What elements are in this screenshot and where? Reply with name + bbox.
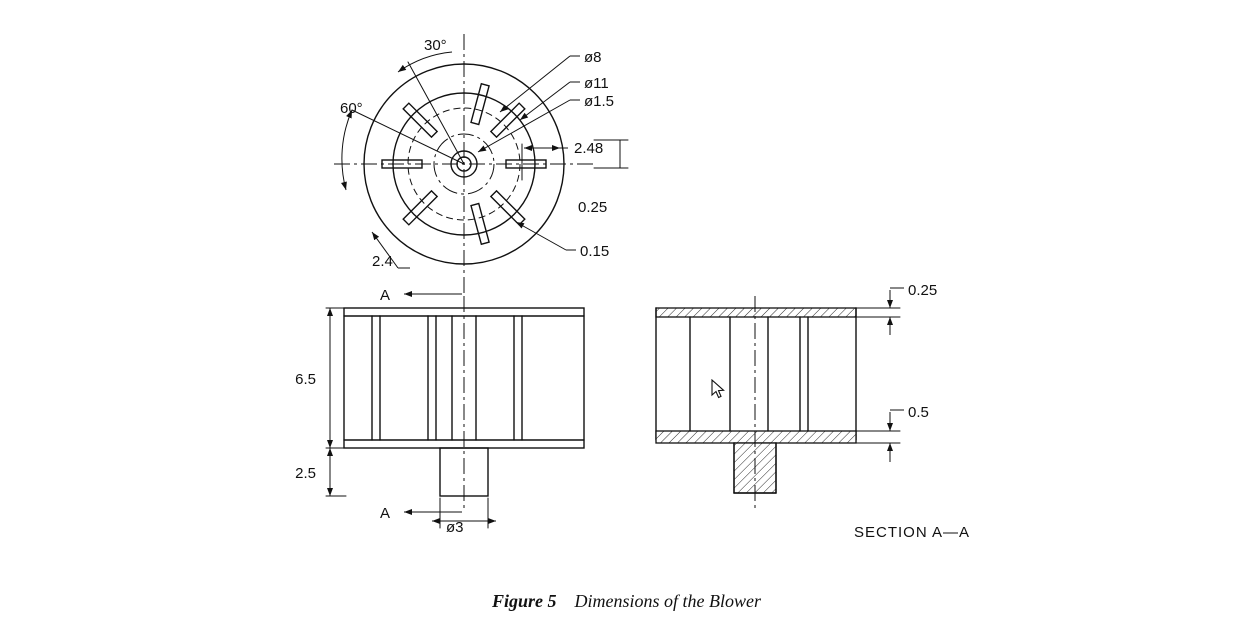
figure-caption-text: Dimensions of the Blower xyxy=(574,591,761,611)
top-view-dimension-texts xyxy=(340,37,614,270)
section-view-geometry xyxy=(656,288,904,508)
dim-dia-3: ø3 xyxy=(446,519,464,536)
figure-number: Figure 5 xyxy=(491,591,557,611)
dim-len-2-4: 2.4 xyxy=(372,253,393,270)
dim-height-2-5: 2.5 xyxy=(295,465,316,482)
section-view-texts xyxy=(854,282,970,541)
figure-caption xyxy=(0,591,1253,612)
section-view-title: SECTION A—A xyxy=(854,524,971,541)
dim-dia-8: ø8 xyxy=(584,49,602,66)
dim-dia-1-5: ø1.5 xyxy=(584,93,615,110)
front-view-geometry xyxy=(326,294,584,528)
dim-len-2-48: 2.48 xyxy=(574,140,604,157)
dim-height-6-5: 6.5 xyxy=(295,371,316,388)
section-mark-top: A xyxy=(379,287,390,304)
dim-len-0-15: 0.15 xyxy=(580,243,610,260)
dim-thickness-0-5: 0.5 xyxy=(908,404,929,421)
dim-dia-11: ø11 xyxy=(584,75,609,92)
dim-thickness-0-25: 0.25 xyxy=(908,282,938,299)
dim-len-0-25: 0.25 xyxy=(578,199,608,216)
dim-angle-60: 60° xyxy=(340,100,363,117)
section-mark-bottom: A xyxy=(379,505,390,522)
dim-angle-30: 30° xyxy=(424,37,447,54)
